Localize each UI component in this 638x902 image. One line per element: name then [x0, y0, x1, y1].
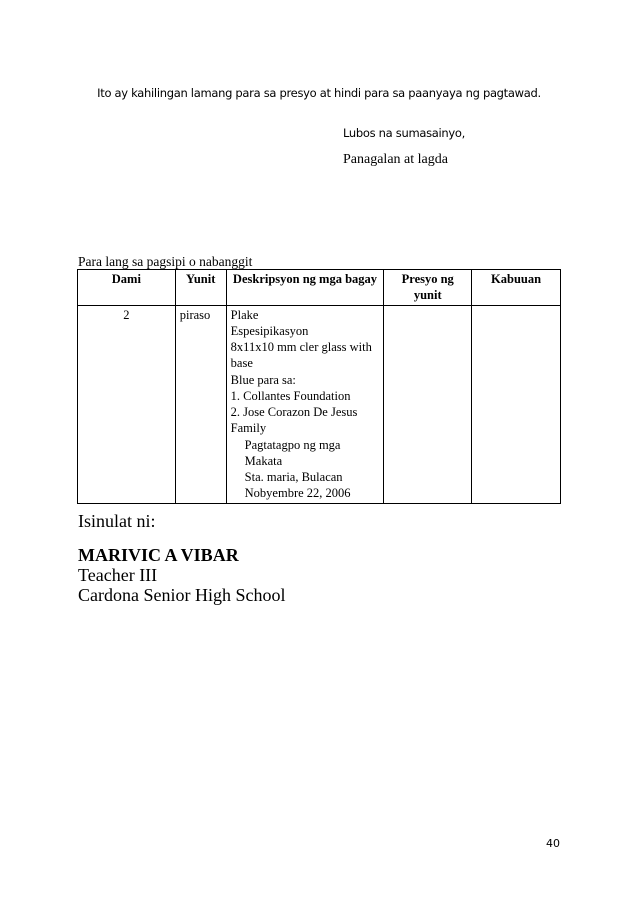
table-header-row	[78, 270, 561, 306]
author-name: MARIVIC A VIBAR	[78, 545, 239, 565]
description-line: Espesipikasyon	[230, 323, 309, 338]
table-row	[78, 305, 561, 503]
written-by-label: Isinulat ni:	[78, 511, 156, 531]
description-line: Pagtatagpo ng mga Makata	[244, 437, 341, 468]
header-unit: Yunit	[175, 270, 226, 306]
closing-text: Lubos na sumasainyo,	[343, 126, 466, 140]
header-unit-price: Presyo ng yunit	[384, 270, 472, 306]
description-line: 2. Jose Corazon De Jesus	[230, 405, 358, 419]
cell-quantity: 2	[78, 305, 176, 503]
header-total: Kabuuan	[472, 270, 561, 306]
cell-unit: piraso	[175, 305, 226, 503]
header-quantity: Dami	[78, 270, 176, 306]
description-line: Family	[230, 421, 267, 436]
author-position: Teacher III	[78, 565, 158, 585]
description-line: 8x11x10 mm cler glass with	[230, 340, 372, 354]
page-number: 40	[546, 837, 560, 850]
cell-unit-price	[384, 305, 472, 503]
description-line: Sta. maria, Bulacan	[244, 470, 343, 484]
cell-total	[472, 305, 561, 503]
header-description: Deskripsyon ng mga bagay	[226, 270, 384, 306]
author-school: Cardona Senior High School	[78, 585, 286, 605]
cell-description	[226, 305, 384, 503]
description-line: 1. Collantes Foundation	[230, 388, 351, 403]
table-caption: Para lang sa pagsipi o nabanggit	[78, 254, 253, 269]
description-line: Plake	[230, 307, 259, 322]
description-line: Nobyembre 22, 2006	[244, 486, 351, 501]
signature-line: Panagalan at lagda	[343, 152, 448, 167]
author-block	[78, 545, 285, 605]
notice-text: Ito ay kahilingan lamang para sa presyo at hindi para sa paanyaya ng pagtawad.	[97, 86, 541, 100]
description-line: Blue para sa:	[230, 372, 296, 387]
description-line: base	[230, 356, 253, 371]
items-table	[77, 269, 561, 504]
